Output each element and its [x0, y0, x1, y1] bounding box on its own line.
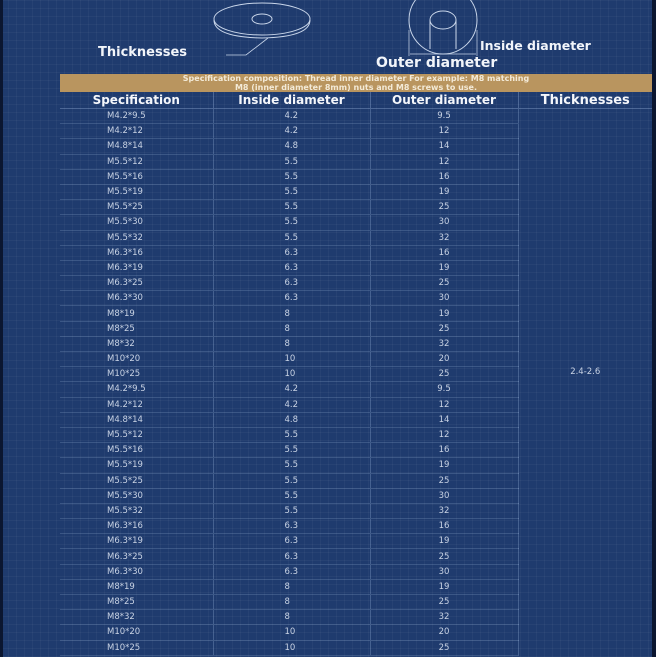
washer-front-icon [409, 0, 477, 56]
spec-cell: M5.5*30 [60, 215, 213, 230]
thickness-value: 2.4-2.6 [570, 367, 601, 378]
spec-cell: M4.2*12 [60, 397, 213, 412]
inside-diameter-cell: 4.2 [213, 109, 370, 124]
inside-diameter-cell: 8 [213, 321, 370, 336]
outer-diameter-cell: 19 [370, 534, 518, 549]
outer-diameter-cell: 25 [370, 549, 518, 564]
spec-cell: M5.5*16 [60, 169, 213, 184]
inside-diameter-cell: 8 [213, 579, 370, 594]
inside-diameter-cell: 6.3 [213, 564, 370, 579]
spec-cell: M5.5*16 [60, 443, 213, 458]
outer-diameter-cell: 20 [370, 352, 518, 367]
spec-composition-banner [60, 74, 652, 92]
inside-diameter-cell: 10 [213, 367, 370, 382]
banner-line-2: M8 (inner diameter 8mm) nuts and M8 screws to use. [234, 82, 478, 92]
outer-diameter-cell: 30 [370, 488, 518, 503]
table-header-row [60, 92, 652, 109]
outer-diameter-cell: 25 [370, 640, 518, 655]
spec-cell: M6.3*16 [60, 245, 213, 260]
inside-diameter-cell: 5.5 [213, 154, 370, 169]
banner-line-1: Specification composition: Thread inner diameter For example: M8 matching [182, 74, 530, 83]
outer-diameter-cell: 25 [370, 595, 518, 610]
outer-diameter-cell: 32 [370, 610, 518, 625]
inside-diameter-cell: 5.5 [213, 443, 370, 458]
outer-diameter-cell: 20 [370, 625, 518, 640]
spec-cell: M6.3*25 [60, 276, 213, 291]
outer-diameter-cell: 19 [370, 306, 518, 321]
spec-cell: M10*20 [60, 352, 213, 367]
thicknesses-label: Thicknesses [98, 45, 188, 60]
spec-cell: M8*32 [60, 610, 213, 625]
outer-diameter-cell: 30 [370, 564, 518, 579]
spec-cell: M8*25 [60, 321, 213, 336]
outer-diameter-cell: 19 [370, 579, 518, 594]
outer-diameter-cell: 14 [370, 139, 518, 154]
spec-cell: M5.5*32 [60, 230, 213, 245]
outer-diameter-cell: 25 [370, 473, 518, 488]
inside-diameter-cell: 8 [213, 336, 370, 351]
outer-diameter-label: Outer diameter [376, 55, 498, 71]
spec-cell: M6.3*19 [60, 534, 213, 549]
outer-diameter-cell: 19 [370, 458, 518, 473]
spec-cell: M6.3*19 [60, 260, 213, 275]
spec-cell: M10*20 [60, 625, 213, 640]
outer-diameter-cell: 30 [370, 215, 518, 230]
spec-cell: M8*19 [60, 579, 213, 594]
inside-diameter-cell: 8 [213, 610, 370, 625]
inside-diameter-cell: 6.3 [213, 276, 370, 291]
inside-diameter-cell: 5.5 [213, 200, 370, 215]
inside-diameter-cell: 10 [213, 352, 370, 367]
spec-table [60, 92, 652, 656]
outer-diameter-cell: 19 [370, 260, 518, 275]
spec-cell: M4.2*12 [60, 124, 213, 139]
spec-cell: M4.2*9.5 [60, 382, 213, 397]
inside-diameter-cell: 5.5 [213, 473, 370, 488]
spec-cell: M6.3*25 [60, 549, 213, 564]
outer-diameter-cell: 32 [370, 503, 518, 518]
spec-cell: M5.5*19 [60, 184, 213, 199]
spec-cell: M10*25 [60, 367, 213, 382]
outer-diameter-cell: 25 [370, 321, 518, 336]
header-specification: Specification [60, 92, 213, 109]
inside-diameter-cell: 10 [213, 625, 370, 640]
washer-side-icon [214, 3, 310, 55]
outer-diameter-cell: 14 [370, 412, 518, 427]
header-thicknesses: Thicknesses [518, 92, 652, 109]
header-inside-diameter: Inside diameter [213, 92, 370, 109]
inside-diameter-cell: 4.8 [213, 412, 370, 427]
spec-cell: M5.5*30 [60, 488, 213, 503]
spec-cell: M5.5*12 [60, 154, 213, 169]
inside-diameter-cell: 6.3 [213, 291, 370, 306]
inside-diameter-cell: 10 [213, 640, 370, 655]
inside-diameter-cell: 5.5 [213, 458, 370, 473]
outer-diameter-cell: 12 [370, 154, 518, 169]
outer-diameter-cell: 25 [370, 367, 518, 382]
right-border [652, 0, 656, 657]
inside-diameter-label: Inside diameter [480, 38, 591, 53]
inside-diameter-cell: 5.5 [213, 215, 370, 230]
spec-cell: M8*19 [60, 306, 213, 321]
outer-diameter-cell: 16 [370, 519, 518, 534]
inside-diameter-cell: 6.3 [213, 534, 370, 549]
inside-diameter-cell: 6.3 [213, 519, 370, 534]
outer-diameter-cell: 9.5 [370, 109, 518, 124]
inside-diameter-cell: 4.8 [213, 139, 370, 154]
spec-cell: M6.3*30 [60, 291, 213, 306]
outer-diameter-cell: 16 [370, 169, 518, 184]
thickness-cell [518, 109, 652, 656]
spec-cell: M5.5*25 [60, 200, 213, 215]
spec-cell: M8*25 [60, 595, 213, 610]
outer-diameter-cell: 19 [370, 184, 518, 199]
spec-cell: M5.5*19 [60, 458, 213, 473]
header-outer-diameter: Outer diameter [370, 92, 518, 109]
inside-diameter-cell: 6.3 [213, 245, 370, 260]
outer-diameter-cell: 16 [370, 245, 518, 260]
table-body [60, 109, 652, 656]
inside-diameter-cell: 5.5 [213, 427, 370, 442]
inside-diameter-cell: 8 [213, 595, 370, 610]
outer-diameter-cell: 12 [370, 427, 518, 442]
table-row [60, 109, 652, 124]
inside-diameter-cell: 5.5 [213, 503, 370, 518]
outer-diameter-cell: 32 [370, 336, 518, 351]
outer-diameter-cell: 25 [370, 200, 518, 215]
inside-diameter-cell: 4.2 [213, 124, 370, 139]
inside-diameter-cell: 5.5 [213, 184, 370, 199]
spec-cell: M10*25 [60, 640, 213, 655]
inside-diameter-cell: 5.5 [213, 230, 370, 245]
inside-diameter-cell: 6.3 [213, 260, 370, 275]
inside-diameter-cell: 4.2 [213, 397, 370, 412]
spec-cell: M5.5*12 [60, 427, 213, 442]
inside-diameter-cell: 5.5 [213, 488, 370, 503]
spec-cell: M5.5*32 [60, 503, 213, 518]
outer-diameter-cell: 16 [370, 443, 518, 458]
spec-cell: M8*32 [60, 336, 213, 351]
spec-cell: M4.2*9.5 [60, 109, 213, 124]
spec-cell: M6.3*30 [60, 564, 213, 579]
outer-diameter-cell: 12 [370, 397, 518, 412]
outer-diameter-cell: 32 [370, 230, 518, 245]
inside-diameter-cell: 5.5 [213, 169, 370, 184]
outer-diameter-cell: 9.5 [370, 382, 518, 397]
spec-cell: M6.3*16 [60, 519, 213, 534]
outer-diameter-cell: 25 [370, 276, 518, 291]
outer-diameter-cell: 12 [370, 124, 518, 139]
inside-diameter-cell: 8 [213, 306, 370, 321]
inside-diameter-cell: 4.2 [213, 382, 370, 397]
spec-cell: M4.8*14 [60, 412, 213, 427]
spec-cell: M5.5*25 [60, 473, 213, 488]
spec-cell: M4.8*14 [60, 139, 213, 154]
outer-diameter-cell: 30 [370, 291, 518, 306]
inside-diameter-cell: 6.3 [213, 549, 370, 564]
left-border [0, 0, 3, 657]
